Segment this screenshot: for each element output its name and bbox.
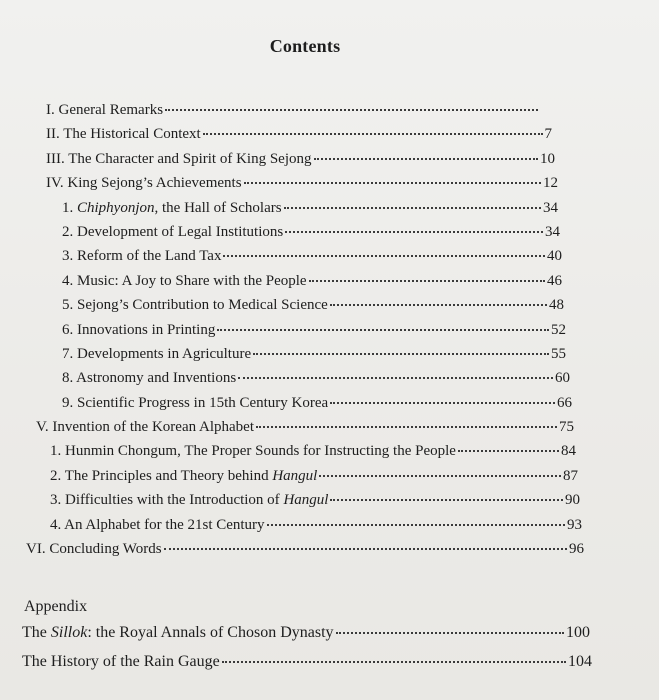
appendix-entry-page: 104	[568, 653, 592, 670]
toc-entry-title: 5. Sejong’s Contribution to Medical Science	[62, 297, 328, 314]
dot-leader	[164, 548, 567, 550]
toc-entry-page: 40	[547, 248, 562, 265]
toc-entry-title: 3. Difficulties with the Introduction of Hangul	[50, 492, 329, 509]
toc-list	[0, 104, 659, 565]
dot-leader	[309, 280, 545, 282]
appendix-entry	[0, 624, 590, 653]
toc-entry-page: 93	[567, 516, 582, 533]
toc-entry-title: 2. Development of Legal Institutions	[62, 223, 284, 240]
toc-entry-title: 7. Developments in Agriculture	[62, 345, 252, 362]
toc-entry-page: 7	[544, 126, 552, 143]
dot-leader	[267, 524, 565, 526]
dot-leader	[285, 231, 543, 233]
toc-entry-page: 46	[547, 272, 562, 289]
toc-entry	[0, 175, 558, 199]
toc-entry-page: 75	[559, 419, 574, 436]
appendix-heading: Appendix	[24, 598, 88, 615]
toc-entry-page: 52	[551, 321, 566, 338]
toc-entry-title: 6. Innovations in Printing	[62, 321, 216, 338]
toc-entry-title: VI. Concluding Words	[26, 541, 162, 558]
dot-leader	[217, 329, 549, 331]
toc-entry-page: 34	[545, 223, 560, 240]
toc-entry	[0, 102, 540, 126]
dot-leader	[165, 109, 538, 111]
page-title: Contents	[269, 36, 341, 56]
appendix-entry-page: 100	[566, 624, 590, 641]
toc-entry	[0, 541, 584, 565]
toc-entry-title: I. General Remarks	[46, 102, 164, 118]
toc-entry-page: 60	[555, 370, 570, 387]
toc-entry	[0, 200, 558, 224]
toc-entry-title: 4. An Alphabet for the 21st Century	[50, 516, 265, 533]
toc-entry-title: II. The Historical Context	[46, 126, 201, 143]
dot-leader	[330, 304, 547, 306]
toc-entry	[0, 419, 574, 443]
dot-leader	[256, 426, 557, 428]
appendix-entry-title: The History of the Rain Gauge	[22, 653, 220, 670]
toc-entry-page: 48	[549, 297, 564, 314]
toc-entry-page: 66	[557, 394, 572, 411]
toc-entry-page: 55	[551, 345, 566, 362]
dot-leader	[330, 402, 555, 404]
toc-entry-page: 84	[561, 443, 576, 460]
toc-entry	[0, 273, 562, 297]
dot-leader	[203, 133, 543, 135]
dot-leader	[222, 661, 566, 663]
dot-leader	[319, 475, 561, 477]
dot-leader	[330, 499, 563, 501]
toc-entry	[0, 151, 555, 175]
toc-entry-page: 87	[563, 467, 578, 484]
appendix-entry	[0, 653, 592, 682]
dot-leader	[336, 632, 564, 634]
toc-entry	[0, 370, 570, 394]
toc-entry-title: 1. Hunmin Chongum, The Proper Sounds for Instructing the People	[50, 443, 456, 460]
toc-entry-page: 34	[543, 199, 558, 216]
appendix-section	[0, 596, 659, 682]
toc-entry-title: 2. The Principles and Theory behind Hangul	[50, 467, 318, 484]
dot-leader	[458, 450, 559, 452]
toc-entry-title: 8. Astronomy and Inventions	[62, 370, 237, 387]
appendix-entry-title: The Sillok: the Royal Annals of Choson Dynasty	[22, 624, 334, 641]
toc-entry	[0, 126, 552, 150]
dot-leader	[223, 255, 545, 257]
toc-entry-title: 4. Music: A Joy to Share with the People	[62, 272, 307, 289]
toc-entry	[0, 346, 566, 370]
dot-leader	[238, 377, 553, 379]
toc-entry-title: III. The Character and Spirit of King Sejong	[46, 150, 312, 167]
toc-entry	[0, 224, 560, 248]
toc-entry-title: 9. Scientific Progress in 15th Century Korea	[62, 394, 329, 411]
toc-entry	[0, 248, 562, 272]
toc-entry	[0, 517, 582, 541]
toc-entry-title: 3. Reform of the Land Tax	[62, 248, 222, 265]
toc-entry-title: IV. King Sejong’s Achievements	[46, 175, 242, 192]
dot-leader	[253, 353, 549, 355]
toc-entry	[0, 297, 564, 321]
dot-leader	[244, 182, 541, 184]
toc-entry	[0, 322, 566, 346]
toc-entry-page: 90	[565, 492, 580, 509]
dot-leader	[284, 207, 541, 209]
dot-leader	[314, 158, 539, 160]
toc-entry-title: 1. Chiphyonjon, the Hall of Scholars	[62, 199, 282, 216]
toc-entry-page: 12	[543, 175, 558, 192]
toc-entry-page: 10	[540, 150, 555, 167]
toc-entry-page: 96	[569, 541, 584, 558]
toc-entry	[0, 468, 578, 492]
appendix-list	[0, 624, 659, 682]
toc-entry	[0, 492, 580, 516]
toc-entry	[0, 443, 576, 467]
toc-entry-title: V. Invention of the Korean Alphabet	[36, 419, 255, 436]
toc-entry	[0, 395, 572, 419]
